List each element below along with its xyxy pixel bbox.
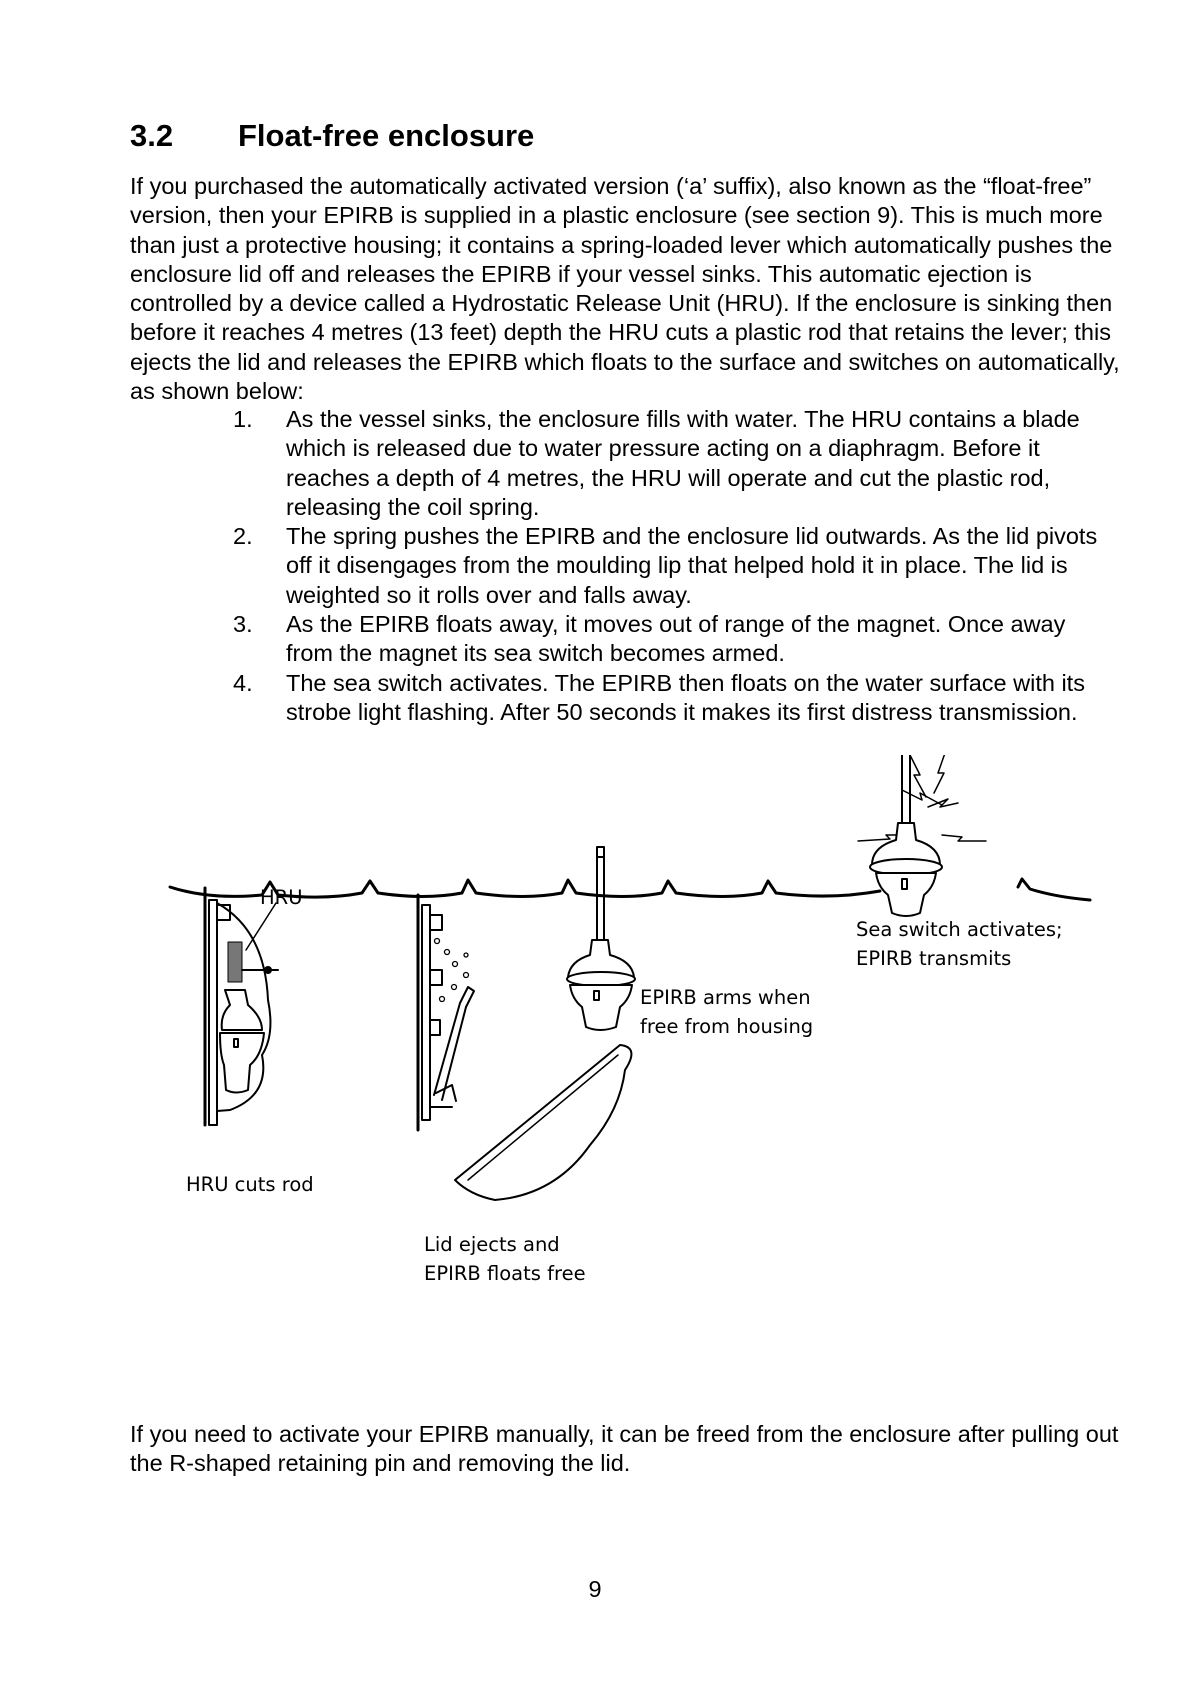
- hru-label: HRU: [260, 886, 303, 909]
- float-free-diagram: [150, 755, 1110, 1415]
- transmit-caption: Sea switch activates; EPIRB transmits: [856, 918, 1063, 970]
- hru-caption: HRU cuts rod: [186, 1173, 314, 1196]
- step-text: As the vessel sinks, the enclosure fills with water. The HRU contains a blade which is released due to water pressure acting on a diaphragm. Before it reaches a depth of 4 metres, the HRU will operate and cut the plastic rod, releasing the coil spring.: [286, 406, 1080, 520]
- radio-waves-icon: [858, 755, 986, 841]
- step-item: [233, 610, 1113, 669]
- step-item: [233, 669, 1113, 728]
- closing-paragraph: If you need to activate your EPIRB manually, it can be freed from the enclosure after pulling out the R-shaped retaining pin and removing the lid.: [130, 1421, 1119, 1477]
- step-text: The sea switch activates. The EPIRB then floats on the water surface with its strobe light flashing. After 50 seconds it makes its first distress transmission.: [286, 669, 1085, 725]
- step-number: 2.: [233, 523, 253, 550]
- enclosure-open-icon: [418, 895, 474, 1130]
- step-number: 3.: [233, 611, 253, 638]
- arms-caption: EPIRB arms when free from housing: [640, 986, 814, 1038]
- step-text: As the EPIRB floats away, it moves out of range of the magnet. Once away from the magnet its sea switch becomes armed.: [286, 611, 1066, 667]
- step-item: [233, 405, 1113, 522]
- step-number: 4.: [233, 669, 253, 696]
- step-number: 1.: [233, 406, 253, 432]
- diagram-drawing: [150, 755, 1110, 1415]
- intro-paragraph: If you purchased the automatically activated version (‘a’ suffix), also known as the “float-free” version, then your EPIRB is supplied in a plastic enclosure (see section 9). This is much more than just a protective housing; it contains a spring-loaded lever which automatically pushes the enclosure lid off and releases the EPIRB if your vessel sinks. This automatic ejection is controlled by a device called a Hydrostatic Release Unit (HRU). If the enclosure is sinking then before it reaches 4 metres (13 feet) depth the HRU cuts a plastic rod that retains the lever; this ejects the lid and releases the EPIRB which floats to the surface and switches on automatically, as shown below:: [130, 173, 1120, 405]
- step-text: The spring pushes the EPIRB and the enclosure lid outwards. As the lid pivots off it disengages from the moulding lip that helped hold it in place. The lid is weighted so it rolls over and falls away.: [286, 523, 1098, 608]
- section-title: Float-free enclosure: [238, 118, 535, 153]
- steps-list: [233, 405, 1113, 727]
- water-surface-line: [170, 879, 1090, 900]
- lid-falling-icon: [455, 1045, 631, 1200]
- enclosure-closed-icon: [205, 888, 278, 1125]
- section-number: 3.2: [130, 118, 174, 153]
- lid-caption: Lid ejects and EPIRB floats free: [424, 1233, 586, 1285]
- step-item: [233, 522, 1113, 610]
- page-number: 9: [588, 1576, 602, 1602]
- section-heading: [130, 118, 534, 154]
- epirb-rising-icon: [567, 847, 635, 1030]
